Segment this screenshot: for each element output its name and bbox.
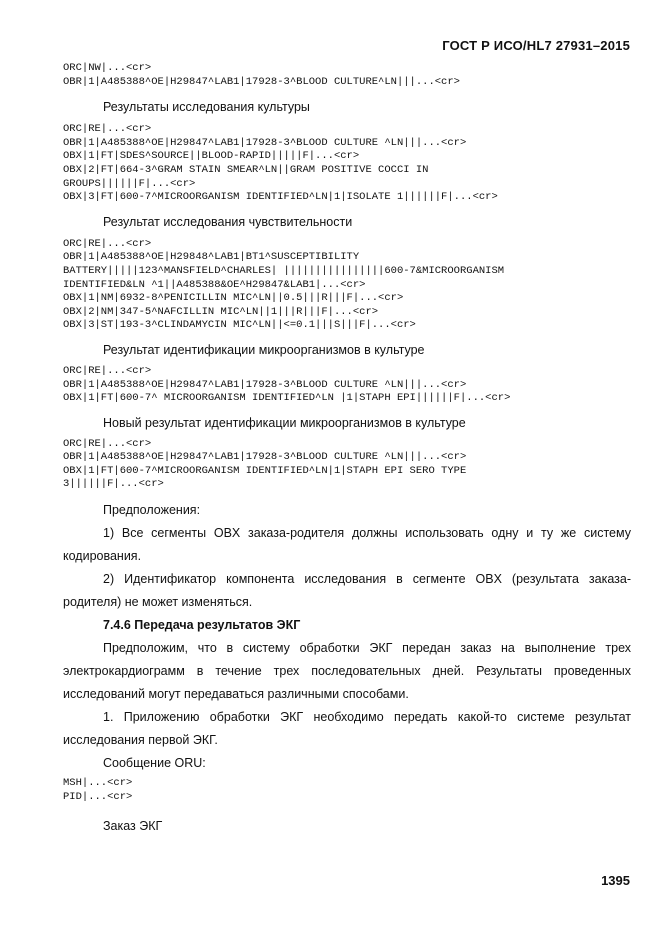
code-block-susceptibility: ORC|RE|...<cr> OBR|1|A485388^OE|H29848^LAB1|BT1^SUSCEPTIBILITY BATTERY|||||123^MANSFIELD^CHARLES| ||||||||||||||||600-7&MICROORGANISM IDENTIFIED&LN ^1||A485388&OE^H29847&LAB1|...<cr> OBX|1|NM|6932-8^PENICILLIN MIC^LN||0.5|||R|||F|...<cr> OBX|2|NM|347-5^NAFCILLIN MIC^LN||1|||R|||F|...<cr> OBX|3|ST|193-3^CLINDAMYCIN MIC^LN||<=0.1|||S|||F|...<cr> bbox=[63, 237, 505, 332]
code-block-oru: MSH|...<cr> PID|...<cr> bbox=[63, 777, 133, 803]
message-label-oru: Сообщение ORU: bbox=[103, 756, 206, 771]
code-block-order: ORC|NW|...<cr> OBR|1|A485388^OE|H29847^LAB1|17928-3^BLOOD CULTURE^LN|||...<cr> bbox=[63, 62, 460, 88]
assumptions-section bbox=[63, 499, 631, 775]
assumption-1: 1) Все сегменты OBX заказа-родителя должны использовать одну и ту же систему кодирования. bbox=[63, 526, 631, 564]
heading-susceptibility-result: Результат исследования чувствительности bbox=[103, 214, 353, 229]
heading-ecg-order: Заказ ЭКГ bbox=[103, 819, 163, 834]
page-content bbox=[63, 62, 631, 835]
paragraph-ecg-first-result: 1. Приложению обработки ЭКГ необходимо передать какой-то системе результат исследования первой ЭКГ. bbox=[63, 710, 631, 748]
code-block-culture-results: ORC|RE|...<cr> OBR|1|A485388^OE|H29847^LAB1|17928-3^BLOOD CULTURE ^LN|||...<cr> OBX|1|FT|SDES^SOURCE||BLOOD-RAPID|||||F|...<cr> OBX|2|FT|664-3^GRAM STAIN SMEAR^LN||GRAM POSITIVE COCCI IN GROUPS||||||F|...<cr> OBX|3|FT|600-7^MICROORGANISM IDENTIFIED^LN|1|ISOLATE 1||||||F|...<cr> bbox=[63, 123, 498, 204]
paragraph-ecg-intro: Предположим, что в систему обработки ЭКГ передан заказ на выполнение трех электрокардиограмм в течение трех последовательных дней. Результаты проведенных исследований могут передаваться различными способами. bbox=[63, 641, 631, 702]
heading-identification-result: Результат идентификации микроорганизмов в культуре bbox=[103, 342, 425, 357]
standard-header: ГОСТ Р ИСО/HL7 27931–2015 bbox=[442, 38, 630, 53]
assumptions-label: Предположения: bbox=[103, 503, 201, 518]
code-block-new-identification: ORC|RE|...<cr> OBR|1|A485388^OE|H29847^LAB1|17928-3^BLOOD CULTURE ^LN|||...<cr> OBX|1|FT|600-7^MICROORGANISM IDENTIFIED^LN|1|STAPH EPI SERO TYPE 3||||||F|...<cr> bbox=[63, 437, 467, 491]
page-number: 1395 bbox=[601, 873, 630, 888]
assumption-2: 2) Идентификатор компонента исследования в сегменте OBX (результата заказа-родителя) не может изменяться. bbox=[63, 572, 631, 610]
section-title-ecg: 7.4.6 Передача результатов ЭКГ bbox=[103, 618, 301, 633]
heading-culture-results: Результаты исследования культуры bbox=[103, 100, 310, 115]
code-block-identification: ORC|RE|...<cr> OBR|1|A485388^OE|H29847^LAB1|17928-3^BLOOD CULTURE ^LN|||...<cr> OBX|1|FT|600-7^ MICROORGANISM IDENTIFIED^LN |1|STAPH EPI||||||F|...<cr> bbox=[63, 364, 511, 405]
heading-new-identification-result: Новый результат идентификации микроорганизмов в культуре bbox=[103, 415, 466, 430]
